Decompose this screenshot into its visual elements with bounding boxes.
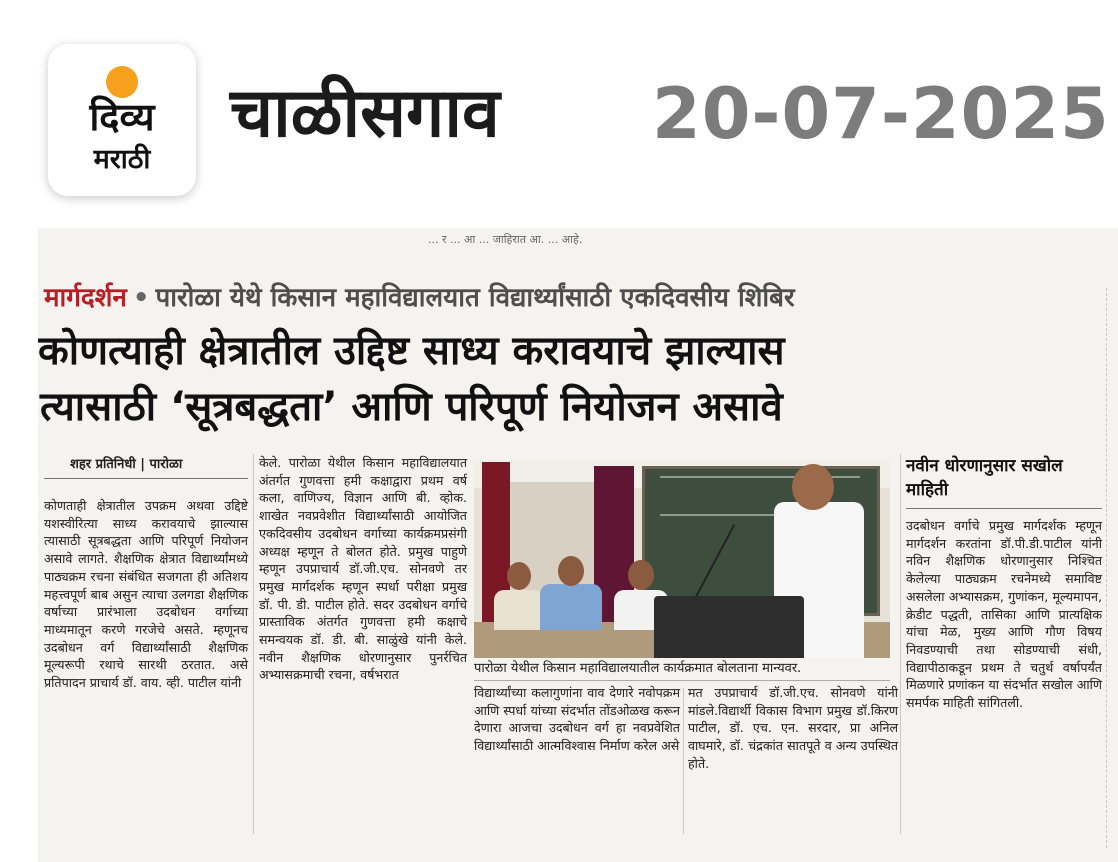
photo-caption: पारोळा येथील किसान महाविद्यालयातील कार्यक्रमात बोलताना मान्यवर. xyxy=(474,661,802,676)
sidebar-text: उदबोधन वर्गाचे प्रमुख मार्गदर्शक म्हणून मार्गदर्शन करतांना डॉ.पी.डी.पाटील यांनी नविन शैक्षणिक धोरणानुसार निश्चित केलेल्या पाठ्यक्रम रचनेमध्ये समाविष्ट असलेला अभ्यासक्रम, गुणांकन, मूल्यमापन, क्रेडीट पद्धती, तासिका आणि प्रात्यक्षिक यांचा मेळ, मुख्य आणि गौण विषय निवडण्याची तथा सोडण्याची संधी, विद्यापीठाकडून प्रथम ते चतुर्थ वर्षापर्यंत मिळणारे प्रणांकन या संदर्भात सखोल आणि समर्पक माहिती सांगितली. xyxy=(906,518,1102,711)
sidebar-heading: नवीन धोरणानुसार सखोल माहिती xyxy=(906,456,1063,500)
logo-text-line2: मराठी xyxy=(93,144,151,175)
kicker-text: पारोळा येथे किसान महाविद्यालयात विद्यार्थ्यांसाठी एकदिवसीय शिबिर xyxy=(155,283,795,313)
kicker-separator: • xyxy=(132,283,150,313)
next-column-edge xyxy=(1106,288,1118,848)
kicker-label: मार्गदर्शन xyxy=(44,283,127,313)
column-divider xyxy=(683,688,684,834)
sun-icon xyxy=(106,66,138,98)
caption-rule xyxy=(474,680,890,681)
article-kicker xyxy=(44,280,795,316)
headline-line-2: त्यासाठी ‘सूत्रबद्धता’ आणि परिपूर्ण नियोजन असावे xyxy=(40,384,783,430)
article-column-1: कोणताही क्षेत्रातील उपक्रम अथवा उद्दिष्टे यशस्वीरित्या साध्य करावयाचे झाल्यास त्यासाठी सूत्रबद्धता आणि परिपूर्ण नियोजन असावे लागते. शैक्षणिक क्षेत्रात विद्यार्थ्यांमध्ये पाठ्यक्रम रचना संबंधित सजगता ही अतिशय महत्त्वपूर्ण बाब असुन त्याचा उलगडा शैक्षणिक वर्षाच्या प्रारंभाला उदबोधन वर्गाच्या माध्यमातून करणे गरजेचे असते. म्हणूनच उदबोधन वर्ग विद्यार्थ्यांसाठी शैक्षणिक मूल्यरूपी रथाचे सारथी ठरतात. असे प्रतिपादन प्राचार्य डॉ. वाय. व्ही. पाटील यांनी xyxy=(44,498,248,691)
article-column-3: विद्यार्थ्यांच्या कलागुणांना वाव देणारे नवोपक्रम आणि स्पर्धा यांच्या संदर्भात तोंडओळख करून देणारा आजचा उदबोधन वर्ग हा नवप्रवेशित विद्यार्थ्यांसाठी आत्मविश्वास निर्माण करेल असे xyxy=(474,685,680,754)
divya-marathi-logo xyxy=(48,44,196,196)
article-column-4: मत उपप्राचार्य डॉ.जी.एच. सोनवणे यांनी मांडले.विद्यार्थी विकास विभाग प्रमुख डॉ.किरण पाटील, डॉ. एच. एन. सरदार, प्रा अनिल वाघमारे, डॉ. चंद्रकांत सातपूते व अन्य उपस्थित होते. xyxy=(688,685,898,771)
headline-line-1: कोणत्याही क्षेत्रातील उद्दिष्ट साध्य करावयाचे झाल्यास xyxy=(38,328,785,374)
article-column-2: केले. पारोळा येथील किसान महाविद्यालयात अंतर्गत गुणवत्ता हमी कक्षाद्वारा प्रथम वर्ष कला, वाणिज्य, विज्ञान आणि बी. व्होक. शाखेत नवप्रवेशीत विद्यार्थ्यांसाठी आयोजित एकदिवसीय उदबोधन वर्गाच्या कार्यक्रमप्रसंगी अध्यक्ष म्हणून ते बोलत होते. प्रमुख पाहुणे म्हणून उपप्राचार्य डॉ.जी.एच. सोनवणे तर प्रमुख मार्गदर्शक म्हणून स्पर्धा परीक्षा प्रमुख डॉ. पी. डी. पाटील होते. सदर उदबोधन वर्गाचे प्रास्ताविक अंतर्गत गुणवत्ता हमी कक्षाचे समन्वयक डॉ. डी. बी. साळुंखे यांनी केले. नवीन शैक्षणिक धोरणानुसार पुनर्रचित अभ्यासक्रमाची रचना, वर्षभरात xyxy=(259,455,467,683)
sidebar-divider xyxy=(900,454,901,834)
edition-date: 20-07-2025 xyxy=(652,73,1110,155)
newspaper-clipping xyxy=(38,228,1118,862)
logo-text-line1: दिव्य xyxy=(89,95,155,139)
byline-rule xyxy=(44,478,248,479)
previous-article-strip: ... र ... आ ... जाहिरात आ. ... आहे. xyxy=(428,233,583,246)
column-divider xyxy=(253,454,254,834)
event-photo xyxy=(474,460,890,658)
edition-city: चाळीसगाव xyxy=(230,74,500,153)
sidebar-rule xyxy=(906,508,1102,509)
byline: शहर प्रतिनिधी | पारोळा xyxy=(70,457,183,472)
